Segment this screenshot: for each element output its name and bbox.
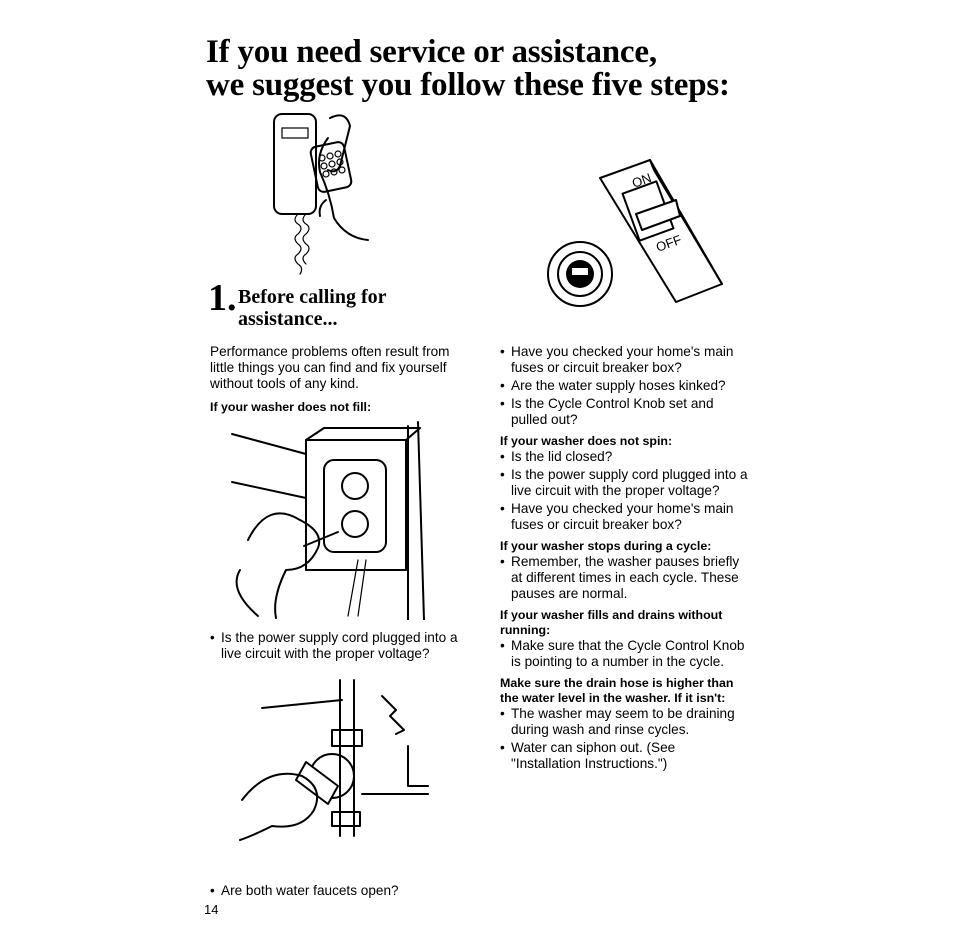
drain-hose-heading: Make sure the drain hose is higher than the water level in the washer. If it isn't: bbox=[500, 676, 734, 705]
page-title-line-1: If you need service or assistance, bbox=[206, 34, 657, 70]
stops-heading: If your washer stops during a cycle: bbox=[500, 539, 712, 553]
page-number: 14 bbox=[204, 902, 219, 917]
left-bullet-faucets: • Are both water faucets open? bbox=[210, 883, 471, 899]
drain-bullet-draining: • The washer may seem to be draining during wash and rinse cycles. bbox=[500, 706, 748, 738]
spin-bullet-fuses: • Have you checked your home's main fuses or circuit breaker box? bbox=[500, 501, 748, 533]
breaker-off-label: OFF bbox=[653, 231, 684, 255]
right-column bbox=[500, 344, 748, 772]
step-number: 1. bbox=[208, 277, 237, 319]
intro-paragraph: Performance problems often result from little things you can find and fix yourself without tools of any kind. bbox=[210, 344, 450, 391]
outlet-illustration bbox=[228, 420, 434, 620]
fills-bullet-knob: • Make sure that the Cycle Control Knob is pointing to a number in the cycle. bbox=[500, 638, 748, 670]
left-bullet-power-cord: • Is the power supply cord plugged into a live circuit with the proper voltage? bbox=[210, 630, 471, 662]
fill-heading: If your washer does not fill: bbox=[210, 400, 372, 414]
breaker-on-label: ON bbox=[629, 170, 654, 191]
spin-heading: If your washer does not spin: bbox=[500, 434, 673, 448]
telephone-illustration bbox=[268, 108, 388, 276]
fills-drains-heading: If your washer fills and drains without running: bbox=[500, 608, 723, 637]
step-heading-line-2: assistance... bbox=[238, 308, 338, 330]
circuit-breaker-illustration bbox=[530, 156, 730, 308]
right-bullet-hoses: • Are the water supply hoses kinked? bbox=[500, 378, 748, 394]
right-bullet-knob: • Is the Cycle Control Knob set and pulled out? bbox=[500, 396, 748, 428]
page-title-line-2: we suggest you follow these five steps: bbox=[206, 67, 730, 103]
drain-bullet-siphon: • Water can siphon out. (See "Installation Instructions.") bbox=[500, 740, 748, 772]
spin-bullet-lid: • Is the lid closed? bbox=[500, 449, 748, 465]
step-heading-line-1: Before calling for bbox=[238, 286, 387, 308]
stops-bullet-pauses: • Remember, the washer pauses briefly at different times in each cycle. These pauses are normal. bbox=[500, 554, 748, 602]
spin-bullet-power-cord: • Is the power supply cord plugged into a live circuit with the proper voltage? bbox=[500, 467, 748, 499]
faucet-illustration bbox=[232, 676, 432, 842]
right-bullet-fuses: • Have you checked your home's main fuses or circuit breaker box? bbox=[500, 344, 748, 376]
